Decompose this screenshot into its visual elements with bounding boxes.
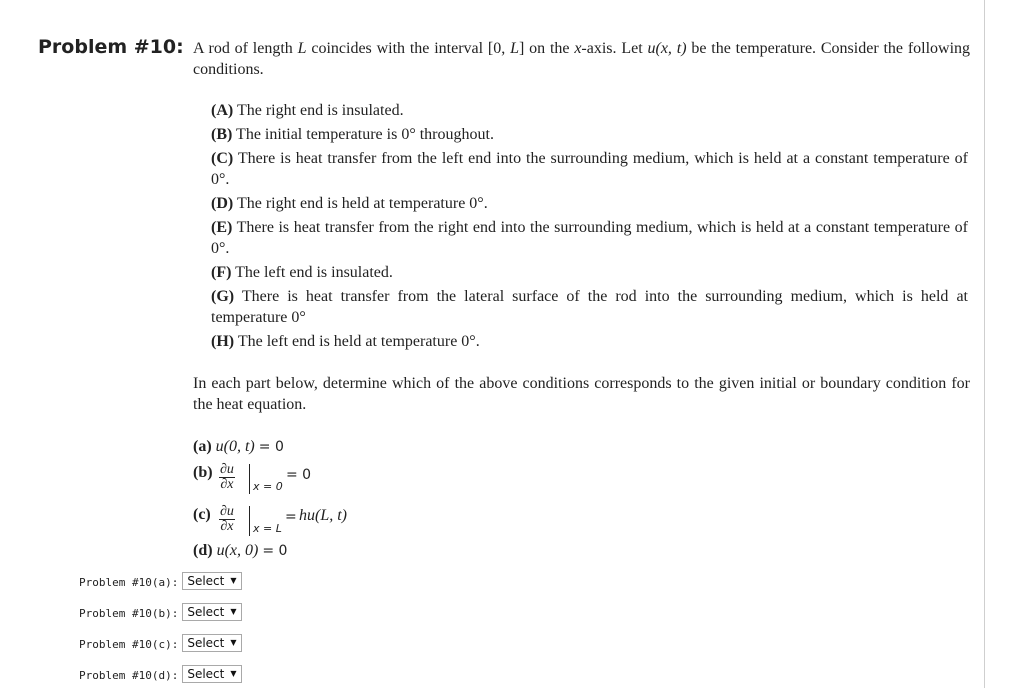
intro-text-5: be the temperature. Consider the following conditions.: [193, 40, 971, 78]
condition-key: (D): [211, 195, 234, 212]
partial-derivative: [219, 463, 235, 492]
part-key: (b): [193, 464, 213, 481]
frac-denominator: ∂x: [220, 519, 234, 534]
answer-row-b: [79, 601, 242, 632]
part-lhs: u(x, 0): [216, 542, 259, 559]
condition-text: The left end is insulated.: [235, 264, 393, 281]
answer-row-c: [79, 632, 242, 663]
part-eq: =: [285, 509, 297, 525]
conditions-list: [211, 100, 968, 355]
condition-text: The left end is held at temperature 0°.: [237, 333, 480, 350]
condition-key: (F): [211, 264, 232, 281]
part-key: (a): [193, 438, 212, 455]
answer-d-select[interactable]: [182, 665, 241, 683]
var-L: L: [297, 40, 307, 57]
evaluation-point: x = 0: [253, 480, 283, 493]
answer-label: Problem #10(a):: [79, 576, 179, 589]
evaluation-bar: [249, 464, 250, 494]
part-rhs: hu(L, t): [299, 507, 347, 524]
condition-B: [211, 124, 968, 145]
frac-numerator: ∂u: [220, 462, 234, 477]
right-border-rule: [984, 0, 985, 688]
select-value: Select: [187, 667, 225, 681]
select-value: Select: [187, 574, 225, 588]
condition-D: [211, 193, 968, 214]
part-eq: = 0: [286, 467, 312, 483]
condition-key: (E): [211, 219, 233, 236]
intro-line: [193, 38, 970, 80]
select-value: Select: [187, 605, 225, 619]
answer-row-d: [79, 663, 242, 688]
part-d: [193, 542, 593, 562]
answer-section: [79, 570, 242, 688]
answer-label: Problem #10(d):: [79, 669, 179, 682]
caret-down-icon: ▼: [230, 669, 237, 678]
condition-key: (B): [211, 126, 233, 143]
condition-E: [211, 217, 968, 259]
evaluation-point: x = L: [253, 522, 282, 535]
answer-label: Problem #10(c):: [79, 638, 179, 651]
frac-denominator: ∂x: [220, 477, 234, 492]
condition-text: The right end is held at temperature 0°.: [236, 195, 488, 212]
condition-key: (G): [211, 288, 235, 305]
condition-text: The right end is insulated.: [236, 102, 404, 119]
part-key: (d): [193, 542, 213, 559]
answer-a-select[interactable]: [182, 572, 241, 590]
part-key: (c): [193, 506, 211, 523]
condition-text: The initial temperature is 0° throughout.: [236, 126, 494, 143]
answer-label: Problem #10(b):: [79, 607, 179, 620]
answer-c-select[interactable]: [182, 634, 241, 652]
part-lhs: u(0, t): [215, 438, 255, 455]
answer-b-select[interactable]: [182, 603, 241, 621]
instruction-paragraph: In each part below, determine which of the above conditions corresponds to the given initial or boundary condition for the heat equation.: [193, 375, 970, 413]
part-eq: = 0: [258, 439, 284, 455]
part-c: [193, 506, 593, 538]
condition-key: (A): [211, 102, 234, 119]
problem-intro: [193, 38, 970, 80]
condition-F: [211, 262, 968, 283]
intro-text-4: -axis. Let: [581, 40, 643, 57]
parts-list: [193, 438, 593, 559]
condition-G: [211, 286, 968, 328]
select-value: Select: [187, 636, 225, 650]
caret-down-icon: ▼: [230, 576, 237, 585]
condition-C: [211, 148, 968, 190]
partial-derivative: [219, 505, 235, 534]
intro-text-2: coincides with the interval [0,: [311, 40, 506, 57]
caret-down-icon: ▼: [230, 607, 237, 616]
caret-down-icon: ▼: [230, 638, 237, 647]
intro-text-1: A rod of length: [193, 40, 293, 57]
condition-A: [211, 100, 968, 121]
condition-text: There is heat transfer from the right end into the surrounding medium, which is held at a constant temperature of 0°.: [211, 219, 968, 257]
condition-key: (C): [211, 150, 234, 167]
condition-H: [211, 331, 968, 352]
part-b: [193, 464, 593, 496]
condition-text: There is heat transfer from the lateral surface of the rod into the surrounding medium, which is held at temperature 0°: [211, 288, 968, 326]
var-L-2: L: [510, 40, 519, 57]
intro-text-3: ] on the: [518, 40, 570, 57]
part-a: [193, 438, 593, 458]
evaluation-bar: [249, 506, 250, 536]
var-x: x: [574, 40, 582, 57]
part-eq: = 0: [262, 543, 288, 559]
condition-text: There is heat transfer from the left end into the surrounding medium, which is held at a constant temperature of 0°.: [211, 150, 968, 188]
func-u: u(x, t): [647, 40, 687, 57]
problem-number: Problem #10:: [38, 36, 184, 58]
condition-key: (H): [211, 333, 235, 350]
answer-row-a: [79, 570, 242, 601]
frac-numerator: ∂u: [220, 504, 234, 519]
